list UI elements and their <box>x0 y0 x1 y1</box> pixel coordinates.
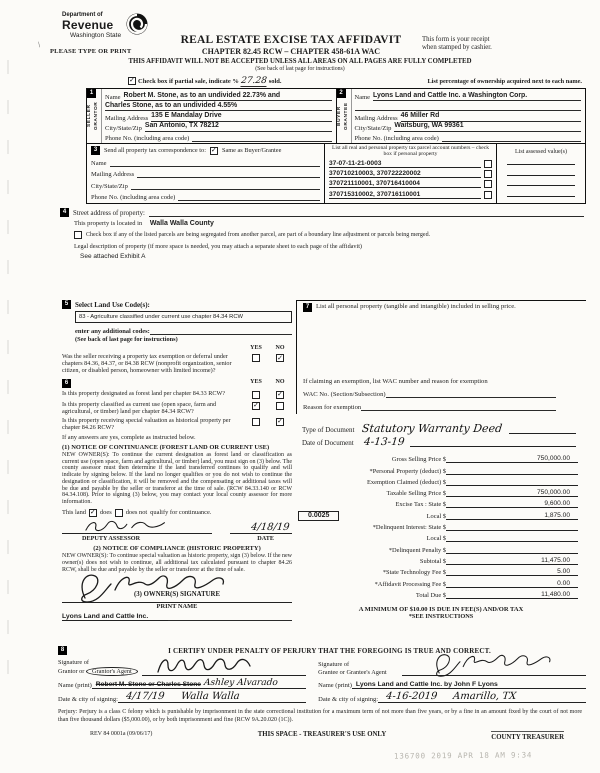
seller-mailing-value: 135 E Mandalay Drive <box>151 113 331 121</box>
right-column <box>296 300 586 620</box>
forest-yes-checkbox[interactable] <box>252 391 260 399</box>
grantee-date-field <box>378 691 586 703</box>
partial-sale-checkbox[interactable] <box>128 77 136 85</box>
forest-yes-cell <box>244 390 268 399</box>
legal-description-label: Legal description of property (if more space is needed, you may attach a separate sheet to each page of the affidavit) <box>74 242 362 250</box>
additional-codes-field[interactable] <box>150 334 292 335</box>
historic-question: Is this property receiving special valuation as historical property per chapter 84.26 RCW? <box>62 416 231 432</box>
grantor-date-value: 4/17/19 <box>125 691 166 702</box>
date-of-document-label: Date of Document <box>302 439 354 447</box>
delinquent-interest-local-row <box>296 531 586 542</box>
partial-sale-row <box>128 74 582 85</box>
grantor-name-field <box>92 678 306 689</box>
grantee-label: GRANTEE <box>343 102 349 130</box>
bottom-section <box>58 646 586 741</box>
delinquent-penalty-value[interactable] <box>446 553 578 554</box>
treasurer-space-note: THIS SPACE - TREASURER'S USE ONLY <box>257 731 387 739</box>
section5-number: 5 <box>62 300 71 309</box>
processing-fee-value: 0.00 <box>446 580 578 588</box>
correspondence-label: Send all property tax correspondence to: <box>104 147 206 154</box>
same-as-buyer-checkbox[interactable] <box>210 147 218 155</box>
parcel-number-2: 370710210003, 370722220002 <box>329 170 481 178</box>
delinquent-interest-state-value[interactable] <box>446 530 578 531</box>
owner-signature-label: (3) OWNER(S) SIGNATURE <box>134 590 220 598</box>
grantor-city-value: Walla Walla <box>179 691 240 702</box>
accept-warning: THIS AFFIDAVIT WILL NOT BE ACCEPTED UNLESS ALL AREAS ON ALL PAGES ARE FULLY COMPLETED <box>128 58 472 65</box>
wac-field[interactable] <box>386 397 556 398</box>
taxable-price-label: Taxable Selling Price $ <box>386 490 446 498</box>
parcel-row <box>329 157 492 167</box>
check-icon: ✓ <box>277 353 283 362</box>
yes-header: YES <box>250 345 262 351</box>
type-line <box>509 433 576 434</box>
print-name-row <box>62 610 292 621</box>
reason-row <box>303 398 556 411</box>
does-not-label: does not <box>125 509 148 517</box>
parcel-number-4: 370715310002, 370716110001 <box>329 191 481 199</box>
located-label: This property is located in <box>74 220 143 227</box>
money-section <box>296 452 586 599</box>
assessed-column <box>496 144 585 203</box>
see-back-note: (See back of last page for instructions) <box>255 65 345 72</box>
exemption-no-checkbox[interactable] <box>276 354 284 362</box>
type-of-document-label: Type of Document <box>302 426 355 434</box>
exemption-no-cell <box>268 353 292 375</box>
scan-artifact <box>7 60 9 700</box>
reason-field[interactable] <box>361 410 556 411</box>
total-due-value: 11,480.00 <box>446 591 578 599</box>
section1-number: 1 <box>87 89 96 98</box>
parcel-4-checkbox[interactable] <box>484 191 492 199</box>
seller-phone-label: Phone No. (including area code) <box>105 135 190 143</box>
corr-city-field[interactable] <box>131 188 320 190</box>
date-of-document-value: 4-13-19 <box>363 436 405 448</box>
certify-statement: I CERTIFY UNDER PENALTY OF PERJURY THAT THE FOREGOING IS TRUE AND CORRECT. <box>168 646 491 655</box>
delinquent-interest-state-row <box>296 520 586 531</box>
seller-label: SELLER <box>87 104 92 128</box>
section6-header <box>62 379 292 388</box>
deputy-assessor-row <box>62 518 292 543</box>
grantee-signature-column <box>318 657 586 703</box>
processing-fee-label: *Affidavit Processing Fee $ <box>374 580 446 588</box>
buyer-mailing-row <box>355 111 582 121</box>
personal-property-deduct-label: *Personal Property (deduct) $ <box>369 467 446 475</box>
historic-question-row <box>62 417 292 431</box>
segregated-checkbox[interactable] <box>74 231 82 239</box>
subtotal-row <box>296 554 586 565</box>
grantor-signature-field[interactable] <box>142 657 306 676</box>
forest-no-cell <box>268 390 292 399</box>
segregated-label: Check box if any of the listed parcels are being segregated from another parcel, are part of a boundary line adjustment or parcels being merged. <box>86 231 431 238</box>
buyer-city-row <box>355 122 582 132</box>
exemption-claimed-value[interactable] <box>446 485 578 486</box>
personal-property-label: List all personal property (tangible and intangible) included in selling price. <box>316 303 516 310</box>
check-icon: ✓ <box>90 508 96 517</box>
parcel-1-checkbox[interactable] <box>484 160 492 168</box>
grantor-date-row <box>58 689 306 703</box>
delinquent-penalty-row <box>296 542 586 553</box>
signature-of-label: Signature of <box>58 659 89 667</box>
delinquent-penalty-label: *Delinquent Penalty $ <box>388 546 446 554</box>
exemption-claimed-row <box>296 475 586 486</box>
parcel-header: List all real and personal property tax parcel account numbers – check box if personal property <box>331 145 490 158</box>
parcel-row <box>329 188 492 198</box>
forest-question-row <box>62 390 292 399</box>
check-icon: ✓ <box>253 401 259 410</box>
buyer-side-labels <box>337 89 352 143</box>
personal-property-field[interactable] <box>303 312 586 376</box>
cashier-receipt-stamp: 136700 2019 APR 18 AM 9:34 <box>393 750 533 761</box>
grantor-name-print-label: Name (print) <box>58 682 92 689</box>
parcel-3-checkbox[interactable] <box>484 180 492 188</box>
seller-buyer-box <box>86 88 586 144</box>
grantee-signature-row <box>318 657 586 676</box>
check-icon: ✓ <box>277 417 283 426</box>
grantor-signature-scrawl <box>144 654 264 678</box>
wac-row <box>303 385 556 398</box>
taxable-price-row <box>296 486 586 497</box>
seller-name-label: Name <box>105 94 121 102</box>
assessed-field-4[interactable] <box>507 186 575 196</box>
current-use-no-cell <box>268 401 292 415</box>
buyer-mailing-label: Mailing Address <box>354 114 398 122</box>
parcel-2-checkbox[interactable] <box>484 170 492 178</box>
correspondence-column <box>87 144 324 203</box>
section2-number: 2 <box>337 89 346 98</box>
forest-no-checkbox[interactable] <box>276 391 284 399</box>
agency-name <box>62 12 121 39</box>
partial-sale-percent-value: 27.28 <box>240 75 268 86</box>
minimum-note: A MINIMUM OF $10.00 IS DUE IN FEE(S) AND/OR TAX <box>358 605 524 613</box>
partial-sale-suffix: sold. <box>268 77 282 85</box>
grantor-signature-label <box>58 659 142 676</box>
technology-fee-row <box>296 565 586 576</box>
print-name-value: Lyons Land and Cattle Inc. <box>62 613 168 621</box>
corr-mailing-field[interactable] <box>137 177 320 179</box>
street-address-field[interactable] <box>149 216 584 217</box>
excise-state-label: Excise Tax : State $ <box>395 501 446 509</box>
buyer-label: BUYER <box>336 106 342 126</box>
seller-phone-row <box>105 132 332 142</box>
agency-logo-block <box>10 8 160 56</box>
form-title: REAL ESTATE EXCISE TAX AFFIDAVIT <box>180 34 402 46</box>
seller-name-row <box>105 91 332 101</box>
historic-yes-cell <box>244 417 268 431</box>
subtotal-value: 11,475.00 <box>446 557 578 565</box>
assessed-field-1[interactable] <box>507 155 575 165</box>
historic-no-cell <box>268 417 292 431</box>
type-of-document-row <box>296 422 586 434</box>
grantor-date-field <box>118 691 306 703</box>
grantee-or-label: Grantee or <box>318 668 345 676</box>
qualify-label: qualify for continuance. <box>150 509 212 517</box>
exemption-claimed-label: Exemption Claimed (deduct) $ <box>367 478 446 486</box>
corr-phone-label: Phone No. (including area code) <box>91 194 176 201</box>
exemption-yes-checkbox[interactable] <box>252 354 260 362</box>
scan-mark: \ <box>37 39 41 50</box>
personal-property-deduct-row <box>296 463 586 474</box>
see-instructions-note: *SEE INSTRUCTIONS <box>408 612 474 620</box>
parcel-number-1: 37-07-11-21-0003 <box>329 160 481 168</box>
parcel-number-3: 370721110001, 370716410004 <box>329 180 481 188</box>
check-icon: ✓ <box>277 390 283 399</box>
receipt-line2: when stamped by cashier. <box>422 44 492 52</box>
excise-local-label: Local $ <box>426 512 446 520</box>
grantee-signature-label <box>318 661 402 676</box>
personal-property-deduct-value[interactable] <box>446 474 578 475</box>
segregated-row <box>74 231 584 239</box>
grantor-signature-row <box>58 657 306 676</box>
gross-price-row <box>296 452 586 463</box>
check-icon: ✓ <box>211 146 217 154</box>
buyer-phone-label: Phone No. (including area code) <box>354 135 439 143</box>
exemption-yes-cell <box>244 353 268 375</box>
grantee-name-print-label: Name (print) <box>318 682 352 689</box>
corr-name-row <box>91 155 320 167</box>
corr-name-label: Name <box>91 159 107 167</box>
agency-dept-line: Department of <box>62 12 103 18</box>
date-label: DATE <box>257 534 274 542</box>
grantor-or-label: Grantor or <box>58 667 85 675</box>
perjury-statement: Perjury: Perjury is a class C felony which is punishable by imprisonment in the state correctional institution for a maximum term of not more than five years, or by a fine in an amount fixed by the court of not more than five thousand dollars ($5,000.00), or by both imprisonment and fine (RCW 9A.20.020 (1C)). <box>58 709 582 723</box>
delinquent-interest-state-label: *Delinquent Interest: State $ <box>372 524 446 532</box>
buyer-city-value: Waitsburg, WA 99361 <box>394 123 581 131</box>
parcel-row <box>329 168 492 178</box>
continuance-body: NEW OWNER(S): To continue the current designation as forest land or classification as current use (open space, farm and agricultural, or timber) land, you must sign on (3) below. The county assessor must then determine if the land transferred continues to qualify and will indicate by signing below. If the land no longer qualifies or you do not wish to continue the designation or classification, it will be removed and the compensating or additional taxes will be due and payable by the seller or transferor at the time of sale. (RCW 84.33.140 or RCW 84.34.108). Prior to signing (3) below, you may contact your local county assessor for more information. <box>62 451 292 506</box>
buyer-phone-row <box>355 132 582 142</box>
footer-row <box>58 731 586 741</box>
left-column <box>62 300 292 621</box>
qualify-row <box>62 509 292 517</box>
deputy-assessor-label: DEPUTY ASSESSOR <box>82 534 141 542</box>
assessed-field-3[interactable] <box>507 176 575 186</box>
buyer-mailing-value: 46 Miller Rd <box>401 113 581 121</box>
please-type-label: PLEASE TYPE OR PRINT <box>50 48 132 55</box>
seller-section <box>87 89 336 143</box>
processing-fee-row <box>296 576 586 587</box>
section3-number: 3 <box>91 146 100 155</box>
total-due-label: Total Due $ <box>415 591 446 599</box>
additional-codes-row <box>75 325 292 335</box>
grantee-name-value: Lyons Land and Cattle Inc. by John F Lyons <box>355 681 498 688</box>
revenue-swirl-logo-icon <box>125 12 149 36</box>
buyer-phone-field[interactable] <box>442 141 581 143</box>
seller-name-value: Robert M. Stone, as to an undivided 22.73% and <box>124 93 332 101</box>
ownership-note: List percentage of ownership acquired next to each name. <box>427 77 582 85</box>
grantee-signature-field[interactable] <box>402 657 586 676</box>
signature-of-label: Signature of <box>318 661 350 669</box>
chapter-line: CHAPTER 82.45 RCW – CHAPTER 458-61A WAC <box>201 47 381 56</box>
excise-local-row <box>296 508 586 519</box>
corr-city-label: City/State/Zip <box>91 182 128 190</box>
buyer-section <box>336 89 586 143</box>
corr-phone-row <box>91 190 320 202</box>
deputy-assessor-signature <box>66 517 186 535</box>
yes-header2: YES <box>250 378 262 385</box>
correspondence-header <box>91 146 320 155</box>
seller-name-row2 <box>105 101 332 111</box>
yes-no-header <box>62 345 292 351</box>
grantee-signature-scrawl <box>402 649 582 681</box>
does-checkbox[interactable] <box>89 509 97 517</box>
seller-name-value2: Charles Stone, as to an undivided 4.55% <box>105 103 332 111</box>
compliance-body: NEW OWNER(S): To continue special valuation as historic property, sign (3) below. If the new owner(s) does not wish to continue, all additional tax calculated pursuant to chapter 84.26 RCW, shall be due and payable by the seller or transferor at the time of sale. <box>62 553 292 573</box>
partial-sale-label: Check box if partial sale, indicate % <box>138 77 239 85</box>
check-icon: ✓ <box>129 76 135 84</box>
excise-state-value: 9,600.00 <box>446 500 578 508</box>
section4-number: 4 <box>60 208 69 217</box>
seller-phone-field[interactable] <box>192 141 331 143</box>
receipt-note <box>422 36 590 56</box>
grantee-date-value: 4-16-2019 <box>385 691 438 702</box>
additional-codes-label: enter any additional codes: <box>75 328 150 335</box>
current-use-question-row <box>62 401 292 415</box>
seller-city-value: San Antonio, TX 78212 <box>145 123 332 131</box>
compliance-title: (2) NOTICE OF COMPLIANCE (HISTORIC PROPERTY) <box>93 545 261 553</box>
current-use-yes-cell <box>244 401 268 415</box>
corr-city-row <box>91 178 320 190</box>
gross-price-value: 750,000.00 <box>446 455 578 463</box>
grantor-date-label: Date & city of signing: <box>58 696 118 703</box>
land-use-title: Select Land Use Code(s): <box>75 300 150 309</box>
section4 <box>60 208 584 260</box>
gross-price-label: Gross Selling Price $ <box>391 456 446 464</box>
section6-number: 6 <box>62 379 71 388</box>
buyer-city-label: City/State/Zip <box>354 124 392 132</box>
reason-label: Reason for exemption <box>303 404 362 411</box>
buyer-name-row2 <box>355 101 582 111</box>
land-use-code-select[interactable]: 83 - Agriculture classified under current use chapter 84.34 RCW <box>75 311 292 323</box>
exemption-question: Was the seller receiving a property tax exemption or deferral under chapters 84.36, 84.37, or 84.38 RCW (nonprofit organization, senior citizen, or disabled person, homeowner with limited income)? <box>62 353 232 375</box>
title-block <box>160 8 422 56</box>
subtotal-label: Subtotal $ <box>419 557 446 565</box>
current-use-question: Is this property classified as current use (open space, farm and agricultural, or timber) land per chapter 84.34 RCW? <box>62 400 217 415</box>
wac-label: WAC No. (Section/Subsection) <box>303 391 386 398</box>
excise-local-value: 1,875.00 <box>446 512 578 520</box>
grantee-name-field <box>352 681 586 689</box>
date-of-document-row <box>296 436 586 447</box>
same-as-buyer-label: Same as Buyer/Grantee <box>221 147 282 154</box>
historic-no-checkbox[interactable] <box>276 418 284 426</box>
total-due-row <box>296 588 586 599</box>
does-label: does <box>99 509 112 517</box>
county-treasurer-label: COUNTY TREASURER <box>491 731 564 741</box>
print-name-field[interactable] <box>168 620 292 621</box>
continuance-title: (1) NOTICE OF CONTINUANCE (FOREST LAND OR CURRENT USE) <box>62 443 270 451</box>
seller-city-row <box>105 122 332 132</box>
delinquent-interest-local-value[interactable] <box>446 541 578 542</box>
seller-mailing-label: Mailing Address <box>105 114 149 122</box>
grantees-agent-label: Grantee's Agent <box>346 668 387 676</box>
grantee-date-row <box>318 689 586 703</box>
section8-number: 8 <box>58 646 67 655</box>
corr-mailing-label: Mailing Address <box>91 171 135 178</box>
no-header2: NO <box>275 378 285 385</box>
grantor-signature-column <box>58 657 306 703</box>
parcel-column <box>324 144 496 203</box>
grantors-agent-label: Grantor's Agent <box>86 667 138 676</box>
assessed-header: List assessed value(s) <box>515 149 567 155</box>
this-land-label: This land <box>62 509 86 517</box>
type-of-document-value: Statutory Warranty Deed <box>361 422 504 435</box>
section7-number: 7 <box>303 303 312 312</box>
buyer-name-value: Lyons Land and Cattle Inc. a Washington Corp. <box>373 93 581 101</box>
grantee-date-label: Date & city of signing: <box>318 696 379 703</box>
corr-phone-field[interactable] <box>178 200 320 202</box>
form-header <box>0 8 600 85</box>
corr-name-field[interactable] <box>110 165 320 167</box>
parcel-row <box>329 178 492 188</box>
agency-state-line: Washington State <box>70 32 122 39</box>
grantee-city-value: Amarillo, TX <box>452 691 518 702</box>
receipt-line1: This form is your receipt <box>422 36 490 43</box>
grantor-name-typed: Robert M. Stone or Charles Stone <box>95 681 201 688</box>
forest-question: Is this property designated as forest land per chapter 84.33 RCW? <box>62 389 226 397</box>
excise-state-row <box>296 497 586 508</box>
print-name-label: PRINT NAME <box>156 602 198 610</box>
located-row <box>74 220 584 227</box>
historic-yes-checkbox[interactable] <box>252 418 260 426</box>
seller-mailing-row <box>105 111 332 121</box>
street-address-row <box>60 208 584 217</box>
personal-property-box <box>296 300 586 414</box>
date-line <box>410 446 576 447</box>
grantor-label: GRANTOR <box>94 101 99 131</box>
buyer-name-label: Name <box>354 94 371 102</box>
section5-header <box>62 300 292 309</box>
if-yes-note: If any answers are yes, complete as instructed below. <box>62 434 196 442</box>
taxable-price-value: 750,000.00 <box>446 489 578 497</box>
current-use-yes-checkbox[interactable] <box>252 402 260 410</box>
local-rate-box: 0.0025 <box>298 511 339 521</box>
legal-description-value: See attached Exhibit A <box>80 252 146 260</box>
assessed-field-2[interactable] <box>507 165 575 175</box>
exemption-question-row <box>62 353 292 375</box>
corr-mailing-row <box>91 167 320 179</box>
deputy-date-value: 4/18/19 <box>250 521 291 533</box>
technology-fee-label: *State Technology Fee $ <box>382 569 446 577</box>
exemption-note: If claiming an exemption, list WAC number and reason for exemption <box>303 378 488 385</box>
buyer-name-row <box>355 91 582 101</box>
located-county-value: Walla Walla County <box>149 220 214 227</box>
no-header: NO <box>275 345 285 351</box>
form-rev-number: REV 84 0001a (09/06/17) <box>90 731 153 738</box>
section3-box <box>86 144 586 204</box>
delinquent-interest-local-label: Local $ <box>426 535 446 543</box>
see-back-note2: (See back of last page for instructions) <box>75 336 178 343</box>
current-use-no-checkbox[interactable] <box>276 402 284 410</box>
seller-city-label: City/State/Zip <box>105 124 142 132</box>
owner-signature-block <box>62 576 292 610</box>
local-rate-cell <box>296 510 446 520</box>
deputy-date-line <box>230 533 292 534</box>
technology-fee-value: 5.00 <box>446 568 578 576</box>
grantor-name-handwritten: Ashley Alvarado <box>203 678 279 688</box>
does-not-checkbox[interactable] <box>115 509 123 517</box>
agency-revenue-line: Revenue <box>62 18 114 32</box>
seller-side-labels <box>87 89 102 143</box>
street-address-label: Street address of property: <box>73 210 145 217</box>
